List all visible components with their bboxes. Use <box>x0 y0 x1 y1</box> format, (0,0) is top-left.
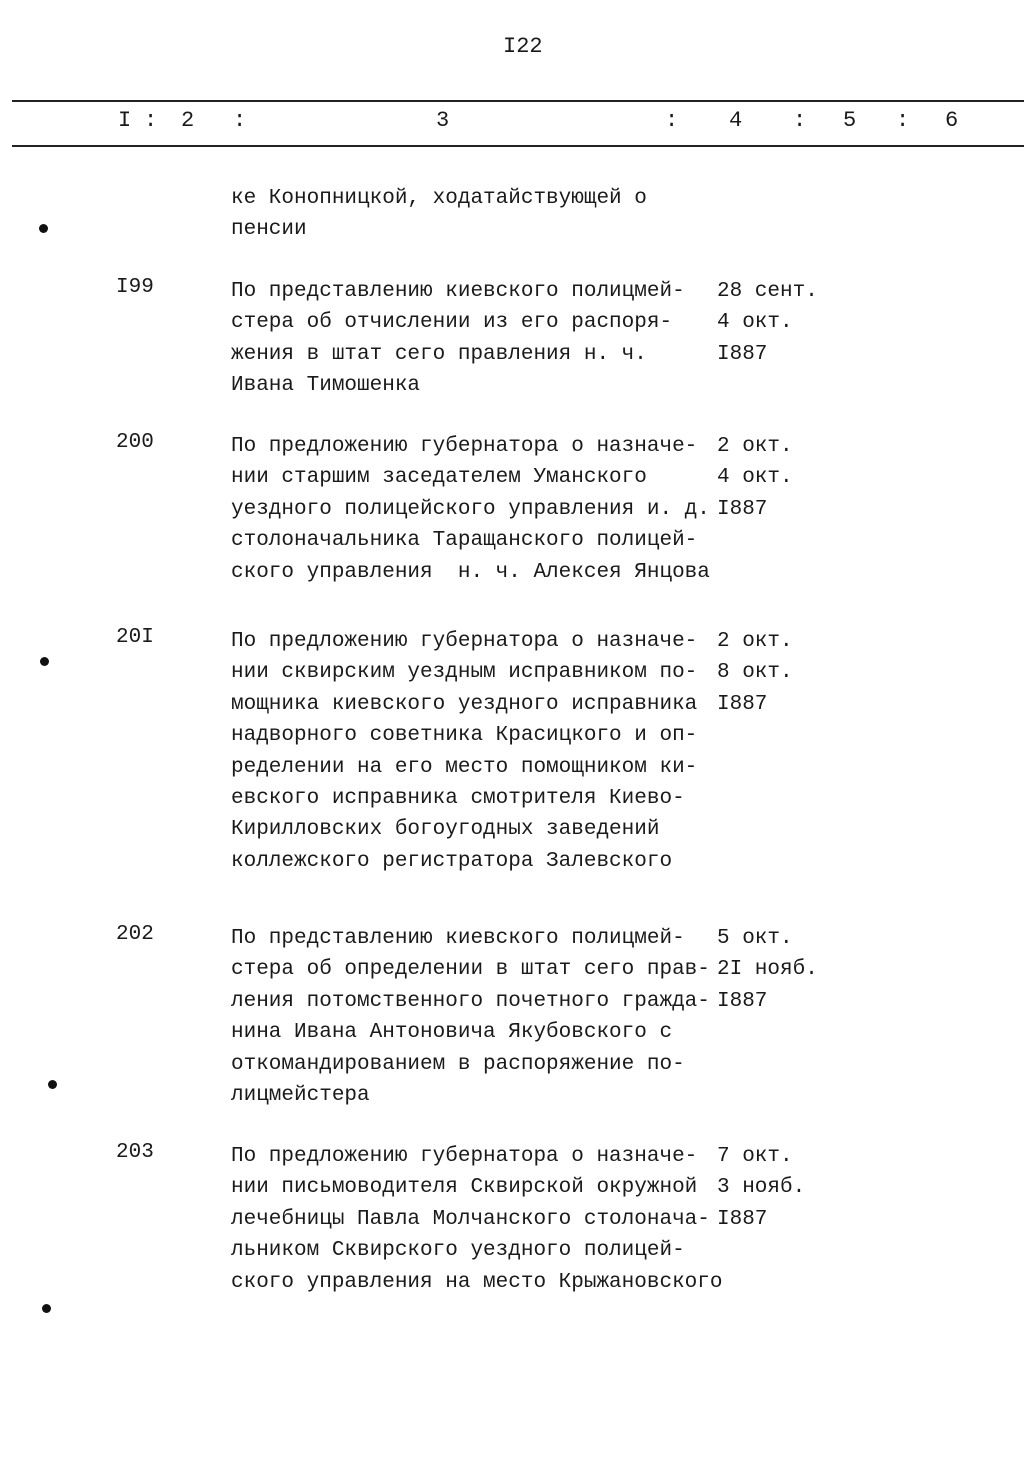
desc-line: Кирилловских богоугодных заведений <box>231 818 660 842</box>
desc-line: По предложению губернатора о назначе- <box>231 1145 698 1168</box>
entry-number: 20I <box>116 626 154 649</box>
desc-line: По представлению киевского полицмей- <box>231 927 685 950</box>
desc-line: жения в штат сего правления н. ч. <box>231 342 647 366</box>
desc-line: уездного полицейского управления и. д. <box>231 497 710 521</box>
column-separator: : <box>233 108 247 133</box>
desc-line: евского исправника смотрителя Киево- <box>231 787 685 811</box>
desc-line: ления потомственного почетного гражда- <box>231 989 710 1013</box>
column-header-3: 3 <box>436 108 450 133</box>
column-header-4: 4 <box>729 108 743 133</box>
date-line: 5 окт. <box>717 927 793 950</box>
column-header-1: I <box>118 108 132 133</box>
entry-number: 202 <box>116 923 154 946</box>
column-header-2: 2 <box>181 108 195 133</box>
desc-line: стера об определении в штат сего прав- <box>231 958 710 982</box>
punch-hole-mark <box>39 224 48 233</box>
date-line: 3 нояб. <box>717 1176 806 1200</box>
entry-description <box>231 431 710 588</box>
entry-dates <box>717 431 793 525</box>
punch-hole-mark <box>40 657 49 666</box>
entry-number: 203 <box>116 1141 154 1164</box>
page-number: I22 <box>503 34 543 59</box>
date-line: 2I нояб. <box>717 958 818 982</box>
date-line: 4 окт. <box>717 466 793 490</box>
entry-dates <box>717 1141 805 1235</box>
column-header-5: 5 <box>843 108 857 133</box>
date-line: I887 <box>717 692 768 716</box>
header-bottom-rule <box>12 145 1024 147</box>
date-line: 2 окт. <box>717 435 793 458</box>
entry-description <box>231 183 647 246</box>
entry-number: 200 <box>116 431 154 454</box>
desc-line: мощника киевского уездного исправника <box>231 692 698 716</box>
desc-line: По представлению киевского полицмей- <box>231 280 685 303</box>
date-line: I887 <box>717 989 768 1013</box>
column-separator: : <box>665 108 679 133</box>
desc-line: ределении на его место помощником ки- <box>231 755 698 779</box>
punch-hole-mark <box>48 1080 57 1089</box>
desc-line: По предложению губернатора о назначе- <box>231 630 698 653</box>
desc-line: льником Сквирского уездного полицей- <box>231 1239 685 1263</box>
entry-description <box>231 626 697 877</box>
date-line: I887 <box>717 497 768 521</box>
desc-line: ского управления на место Крыжановского <box>231 1270 723 1294</box>
desc-line: нии старшим заседателем Уманского <box>231 466 647 490</box>
desc-line: надворного советника Красицкого и оп- <box>231 724 698 748</box>
desc-line: Ивана Тимошенка <box>231 374 421 398</box>
desc-line: пенсии <box>231 218 307 242</box>
desc-line: нии письмоводителя Сквирской окружной <box>231 1176 698 1200</box>
desc-line: стера об отчислении из его распоря- <box>231 311 673 335</box>
desc-line: откомандированием в распоряжение по- <box>231 1052 685 1076</box>
desc-line: По предложению губернатора о назначе- <box>231 435 698 458</box>
entry-description <box>231 923 710 1111</box>
column-header-6: 6 <box>945 108 959 133</box>
entry-dates <box>717 923 818 1017</box>
entry-dates <box>717 276 818 370</box>
desc-line: коллежского регистратора Залевского <box>231 849 673 873</box>
date-line: 4 окт. <box>717 311 793 335</box>
date-line: 8 окт. <box>717 661 793 685</box>
header-top-rule <box>12 100 1024 102</box>
date-line: I887 <box>717 1207 768 1231</box>
date-line: 28 сент. <box>717 280 818 303</box>
date-line: 7 окт. <box>717 1145 793 1168</box>
punch-hole-mark <box>42 1304 51 1313</box>
entry-number: I99 <box>116 276 154 299</box>
desc-line: ского управления н. ч. Алексея Янцова <box>231 560 710 584</box>
desc-line: ке Конопницкой, ходатайствующей о <box>231 187 647 210</box>
entry-dates <box>717 626 793 720</box>
desc-line: нина Ивана Антоновича Якубовского с <box>231 1021 673 1045</box>
column-separator: : <box>144 108 158 133</box>
date-line: I887 <box>717 342 768 366</box>
entry-description <box>231 1141 722 1298</box>
column-separator: : <box>896 108 910 133</box>
desc-line: лицмейстера <box>231 1084 370 1108</box>
desc-line: лечебницы Павла Молчанского столонача- <box>231 1207 710 1231</box>
desc-line: столоначальника Таращанского полицей- <box>231 529 698 553</box>
column-separator: : <box>793 108 807 133</box>
entry-description <box>231 276 685 402</box>
desc-line: нии сквирским уездным исправником по- <box>231 661 698 685</box>
date-line: 2 окт. <box>717 630 793 653</box>
